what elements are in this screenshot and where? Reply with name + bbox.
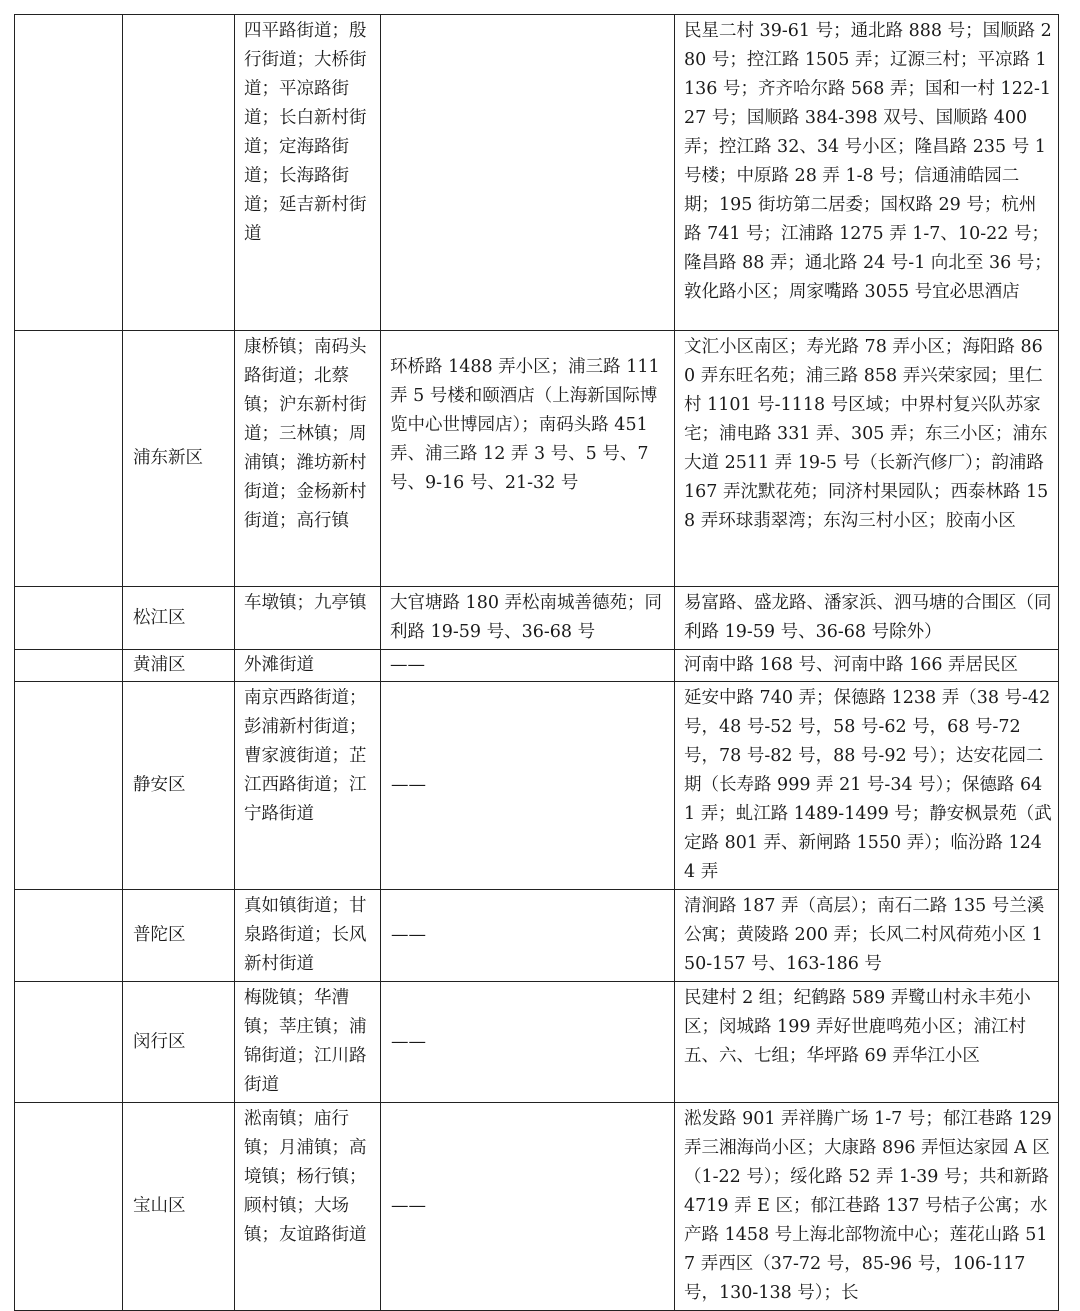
streets-cell: 四平路街道；殷行街道；大桥街道；平凉路街道；长白新村街道；定海路街道；长海路街道；延吉新村街道 (235, 15, 381, 331)
medium-risk-cell: 易富路、盛龙路、潘家浜、泗马塘的合围区（同利路 19-59 号、36-68 号除外） (675, 587, 1059, 650)
district-cell: 普陀区 (123, 890, 235, 982)
district-cell: 宝山区 (123, 1103, 235, 1311)
table-row (15, 1103, 1059, 1311)
streets-cell: 外滩街道 (235, 650, 381, 682)
medium-risk-cell: 淞发路 901 弄祥腾广场 1-7 号；郁江巷路 129 弄三湘海尚小区；大康路 896 弄恒达家园 A 区（1-22 号）；绥化路 52 弄 1-39 号；共和新路 4719 弄 E 区；郁江巷路 137 号桔子公寓；水产路 1458 号上海北部物流中心；莲花山路 517 弄西区（37-72 号，85-96 号，106-117 号，130-138 号）；长 (675, 1103, 1059, 1311)
streets-cell: 梅陇镇；华漕镇；莘庄镇；浦锦街道；江川路街道 (235, 982, 381, 1103)
table-row (15, 650, 1059, 682)
streets-cell: 康桥镇；南码头路街道；北蔡镇；沪东新村街道；三林镇；周浦镇；潍坊新村街道；金杨新村街道；高行镇 (235, 331, 381, 587)
district-cell: 闵行区 (123, 982, 235, 1103)
medium-risk-cell: 延安中路 740 弄；保德路 1238 弄（38 号-42 号，48 号-52 号，58 号-62 号，68 号-72 号，78 号-82 号，88 号-92 号）；达安花园二期（长寿路 999 弄 21 号-34 号）；保德路 641 弄；虬江路 1489-1499 号；静安枫景苑（武定路 801 弄、新闸路 1550 弄）；临汾路 1244 弄 (675, 682, 1059, 890)
streets-cell: 真如镇街道；甘泉路街道；长风新村街道 (235, 890, 381, 982)
streets-cell: 淞南镇；庙行镇；月浦镇；高境镇；杨行镇；顾村镇；大场镇；友谊路街道 (235, 1103, 381, 1311)
blank-cell (15, 331, 123, 587)
blank-cell (15, 682, 123, 890)
blank-cell (15, 890, 123, 982)
blank-cell (15, 15, 123, 331)
high-risk-cell: —— (381, 682, 675, 890)
district-cell: 松江区 (123, 587, 235, 650)
high-risk-cell: 大官塘路 180 弄松南城善德苑；同利路 19-59 号、36-68 号 (381, 587, 675, 650)
streets-cell: 车墩镇；九亭镇 (235, 587, 381, 650)
medium-risk-cell: 河南中路 168 号、河南中路 166 弄居民区 (675, 650, 1059, 682)
high-risk-cell: —— (381, 890, 675, 982)
blank-cell (15, 587, 123, 650)
risk-area-table (14, 14, 1059, 1311)
district-cell: 浦东新区 (123, 331, 235, 587)
medium-risk-cell: 文汇小区南区；寿光路 78 弄小区；海阳路 860 弄东旺名苑；浦三路 858 弄兴荣家园；里仁村 1101 号-1118 号区域；中界村复兴队苏家宅；浦电路 331 弄、305 弄；东三小区；浦东大道 2511 弄 19-5 号（长新汽修厂）；韵浦路 167 弄沈默花苑；同济村果园队；西泰林路 158 弄环球翡翠湾；东沟三村小区；胶南小区 (675, 331, 1059, 587)
blank-cell (15, 1103, 123, 1311)
high-risk-cell: —— (381, 982, 675, 1103)
blank-cell (15, 982, 123, 1103)
high-risk-cell: 环桥路 1488 弄小区；浦三路 111 弄 5 号楼和颐酒店（上海新国际博览中心世博园店）；南码头路 451 弄、浦三路 12 弄 3 号、5 号、7 号、9-16 号、21-32 号 (381, 331, 675, 587)
medium-risk-cell: 民星二村 39-61 号；通北路 888 号；国顺路 280 号；控江路 1505 弄；辽源三村；平凉路 1136 号；齐齐哈尔路 568 弄；国和一村 122-127 号；国顺路 384-398 双号、国顺路 400 弄；控江路 32、34 号小区；隆昌路 235 号 1 号楼；中原路 28 弄 1-8 号；信通浦皓园二期；195 街坊第二居委；国权路 29 号；杭州路 741 号；江浦路 1275 弄 1-7、10-22 号；隆昌路 88 弄；通北路 24 号-1 向北至 36 号；敦化路小区；周家嘴路 3055 号宜必思酒店 (675, 15, 1059, 331)
table-row (15, 331, 1059, 587)
high-risk-cell: —— (381, 650, 675, 682)
high-risk-cell (381, 15, 675, 331)
table-row (15, 982, 1059, 1103)
streets-cell: 南京西路街道；彭浦新村街道；曹家渡街道；芷江西路街道；江宁路街道 (235, 682, 381, 890)
blank-cell (15, 650, 123, 682)
high-risk-cell: —— (381, 1103, 675, 1311)
medium-risk-cell: 清涧路 187 弄（高层）；南石二路 135 号兰溪公寓；黄陵路 200 弄；长风二村风荷苑小区 150-157 号、163-186 号 (675, 890, 1059, 982)
medium-risk-cell: 民建村 2 组；纪鹤路 589 弄鹭山村永丰苑小区；闵城路 199 弄好世鹿鸣苑小区；浦江村五、六、七组；华坪路 69 弄华江小区 (675, 982, 1059, 1103)
district-cell (123, 15, 235, 331)
table-row (15, 682, 1059, 890)
district-cell: 静安区 (123, 682, 235, 890)
table-row (15, 15, 1059, 331)
table-row (15, 890, 1059, 982)
district-cell: 黄浦区 (123, 650, 235, 682)
table-row (15, 587, 1059, 650)
